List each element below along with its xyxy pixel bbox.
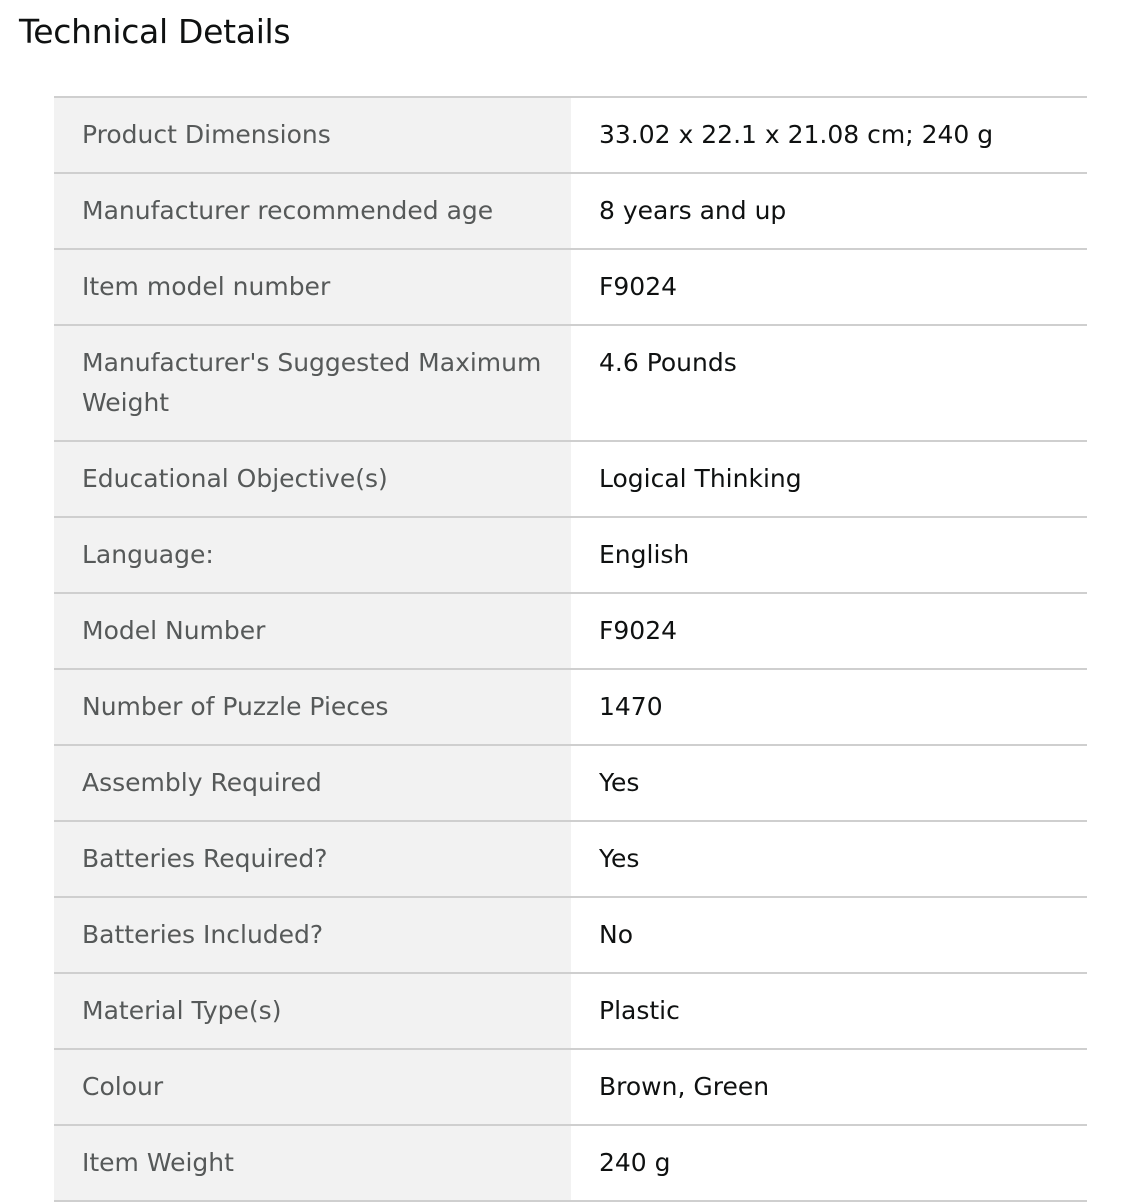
row-value: F9024 [571, 249, 1087, 325]
row-label: Item Weight [54, 1125, 571, 1201]
row-value: Plastic [571, 973, 1087, 1049]
row-value: Brown, Green [571, 1049, 1087, 1125]
table-row [54, 1049, 1087, 1125]
row-value: 1470 [571, 669, 1087, 745]
section-title: Technical Details [19, 12, 291, 51]
row-value: Yes [571, 821, 1087, 897]
row-value: English [571, 517, 1087, 593]
table-row [54, 517, 1087, 593]
row-value: Logical Thinking [571, 441, 1087, 517]
row-label: Material Type(s) [54, 973, 571, 1049]
row-value: 33.02 x 22.1 x 21.08 cm; 240 g [571, 97, 1087, 173]
table-row [54, 249, 1087, 325]
row-label: Item model number [54, 249, 571, 325]
table-row [54, 593, 1087, 669]
row-value: 8 years and up [571, 173, 1087, 249]
row-label: Manufacturer's Suggested Maximum Weight [54, 325, 571, 441]
table-row [54, 97, 1087, 173]
row-label: Product Dimensions [54, 97, 571, 173]
row-label: Model Number [54, 593, 571, 669]
row-label: Language: [54, 517, 571, 593]
table-row [54, 669, 1087, 745]
row-value: Yes [571, 745, 1087, 821]
row-label: Assembly Required [54, 745, 571, 821]
row-label: Number of Puzzle Pieces [54, 669, 571, 745]
table-row [54, 1125, 1087, 1201]
table-row [54, 821, 1087, 897]
table-row [54, 173, 1087, 249]
row-value: F9024 [571, 593, 1087, 669]
row-label: Manufacturer recommended age [54, 173, 571, 249]
row-label: Educational Objective(s) [54, 441, 571, 517]
table-row [54, 441, 1087, 517]
table-row [54, 325, 1087, 441]
table-row [54, 973, 1087, 1049]
row-value: 240 g [571, 1125, 1087, 1201]
table-row [54, 897, 1087, 973]
table-row [54, 745, 1087, 821]
row-label: Batteries Required? [54, 821, 571, 897]
row-label: Colour [54, 1049, 571, 1125]
row-label: Batteries Included? [54, 897, 571, 973]
row-value: No [571, 897, 1087, 973]
row-value: 4.6 Pounds [571, 325, 1087, 441]
technical-details-table [54, 96, 1087, 1202]
